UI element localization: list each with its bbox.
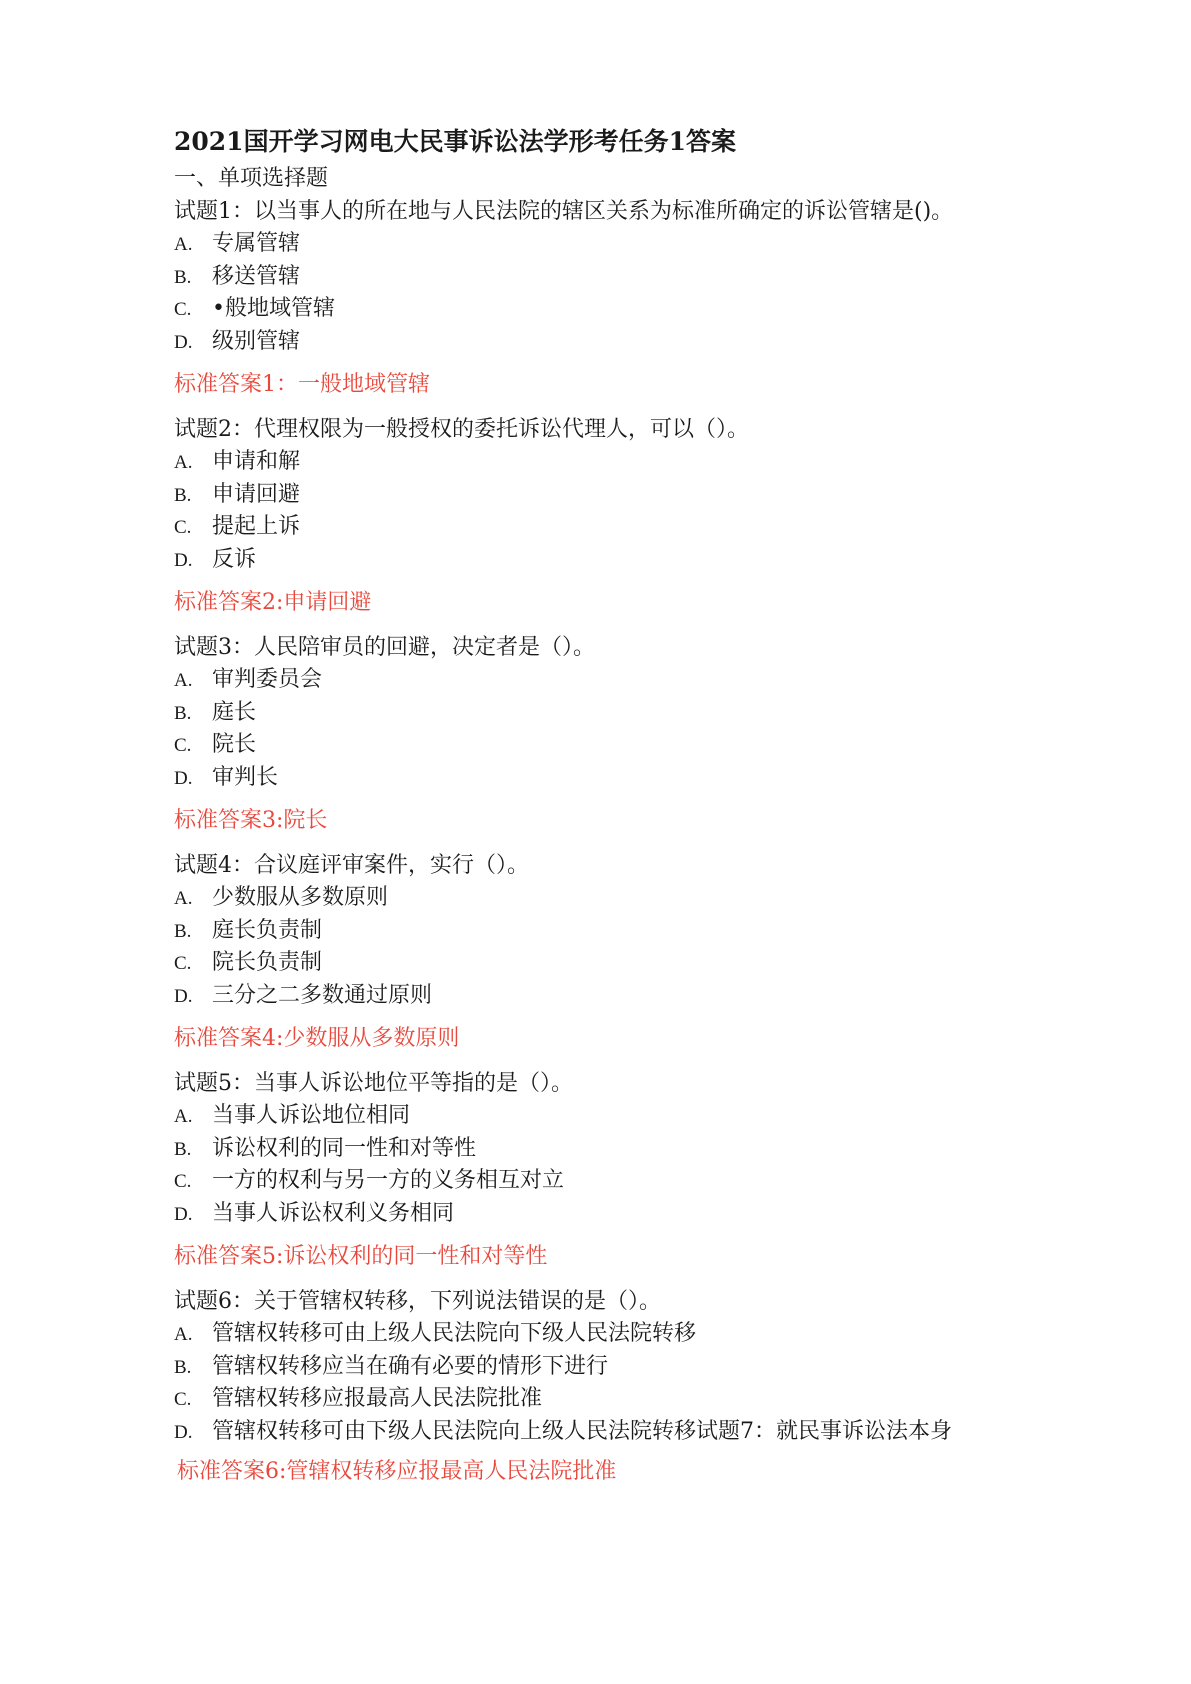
option-b (174, 261, 1134, 294)
option-list (174, 446, 1134, 576)
option-d (174, 980, 1134, 1013)
option-text: 三分之二多数通过原则 (212, 982, 433, 1008)
option-b (174, 1133, 1134, 1166)
option-text: 移送管辖 (212, 263, 301, 289)
question-text: 试题1：以当事人的所在地与人民法院的辖区关系为标准所确定的诉讼管辖是()。 (174, 199, 954, 224)
option-letter: C. (174, 953, 192, 974)
option-letter: C. (174, 299, 192, 320)
option-text: 审判委员会 (212, 667, 323, 692)
option-list (174, 882, 1134, 1012)
question-5 (174, 1067, 1134, 1273)
option-text: 反诉 (212, 546, 257, 572)
option-text: 院长 (212, 732, 257, 757)
option-letter: C. (174, 735, 192, 756)
answer-text: 标准答案4:少数服从多数原则 (174, 1026, 460, 1051)
option-letter: A. (174, 1324, 193, 1345)
question-text: 试题2：代理权限为一般授权的委托诉讼代理人，可以（）。 (174, 417, 749, 442)
question-text: 试题5：当事人诉讼地位平等指的是（）。 (174, 1071, 573, 1096)
option-c (174, 947, 1134, 980)
option-letter: A. (174, 452, 193, 473)
document-content (174, 122, 1134, 1500)
option-letter: B. (174, 702, 192, 724)
question-3 (174, 631, 1134, 837)
question-text: 试题3：人民陪审员的回避，决定者是（）。 (174, 635, 595, 660)
option-c (174, 729, 1134, 762)
option-letter: B. (174, 266, 192, 288)
question-4 (174, 849, 1134, 1055)
option-letter: C. (174, 1171, 192, 1192)
option-c (174, 1165, 1134, 1198)
option-d (174, 762, 1134, 795)
document-title: 2021国开学习网电大民事诉讼法学形考任务1答案 (174, 127, 736, 156)
answer-text: 标准答案2:申请回避 (174, 590, 372, 615)
option-text: 管辖权转移可由下级人民法院向上级人民法院转移试题7：就民事诉讼法本身 (212, 1418, 952, 1444)
option-text: •般地域管辖 (212, 296, 335, 321)
option-letter: B. (174, 484, 192, 506)
question-text: 试题4：合议庭评审案件，实行（）。 (174, 853, 529, 878)
option-text: 申请和解 (212, 449, 301, 474)
option-letter: D. (174, 331, 193, 353)
option-text: 申请回避 (212, 481, 301, 507)
option-letter: A. (174, 1106, 193, 1127)
option-letter: C. (174, 517, 192, 538)
option-text: 提起上诉 (212, 514, 301, 539)
option-text: 管辖权转移可由上级人民法院向下级人民法院转移 (212, 1321, 697, 1346)
option-letter: D. (174, 985, 193, 1007)
option-text: 庭长负责制 (212, 917, 323, 943)
option-text: 管辖权转移应当在确有必要的情形下进行 (212, 1353, 609, 1379)
option-text: 当事人诉讼地位相同 (212, 1103, 411, 1128)
option-letter: C. (174, 1389, 192, 1410)
option-letter: B. (174, 920, 192, 942)
option-c (174, 511, 1134, 544)
option-a (174, 664, 1134, 697)
option-d (174, 1198, 1134, 1231)
answer-text: 标准答案6:管辖权转移应报最高人民法院批准 (177, 1459, 617, 1484)
option-list (174, 1318, 1134, 1448)
option-text: 一方的权利与另一方的义务相互对立 (212, 1168, 565, 1193)
option-text: 当事人诉讼权利义务相同 (212, 1200, 455, 1226)
option-a (174, 1318, 1134, 1351)
option-letter: D. (174, 549, 193, 571)
question-6 (174, 1285, 1134, 1488)
option-d (174, 326, 1134, 359)
option-a (174, 882, 1134, 915)
option-letter: D. (174, 1203, 193, 1225)
option-letter: A. (174, 888, 193, 909)
option-letter: A. (174, 234, 193, 255)
option-text: 审判长 (212, 764, 279, 790)
option-list (174, 664, 1134, 794)
option-list (174, 1100, 1134, 1230)
option-b (174, 915, 1134, 948)
option-letter: D. (174, 767, 193, 789)
option-b (174, 1351, 1134, 1384)
option-text: 诉讼权利的同一性和对等性 (212, 1135, 477, 1161)
option-text: 庭长 (212, 699, 257, 725)
question-2 (174, 413, 1134, 619)
option-d (174, 544, 1134, 577)
option-text: 管辖权转移应报最高人民法院批准 (212, 1386, 543, 1411)
option-a (174, 228, 1134, 261)
option-text: 级别管辖 (212, 328, 301, 354)
option-b (174, 479, 1134, 512)
option-letter: D. (174, 1421, 193, 1443)
section-heading: 一、单项选择题 (174, 166, 329, 191)
option-c (174, 293, 1134, 326)
option-c (174, 1383, 1134, 1416)
answer-text: 标准答案1：一般地域管辖 (174, 372, 430, 397)
answer-text: 标准答案3:院长 (174, 808, 328, 833)
option-text: 少数服从多数原则 (212, 885, 389, 910)
question-1 (174, 195, 1134, 401)
option-a (174, 1100, 1134, 1133)
option-letter: A. (174, 670, 193, 691)
option-d (174, 1416, 1134, 1449)
option-a (174, 446, 1134, 479)
question-text: 试题6：关于管辖权转移，下列说法错误的是（）。 (174, 1289, 661, 1314)
option-text: 专属管辖 (212, 231, 301, 256)
option-list (174, 228, 1134, 358)
option-letter: B. (174, 1356, 192, 1378)
option-letter: B. (174, 1138, 192, 1160)
option-b (174, 697, 1134, 730)
option-text: 院长负责制 (212, 950, 323, 975)
answer-text: 标准答案5:诉讼权利的同一性和对等性 (174, 1244, 548, 1269)
